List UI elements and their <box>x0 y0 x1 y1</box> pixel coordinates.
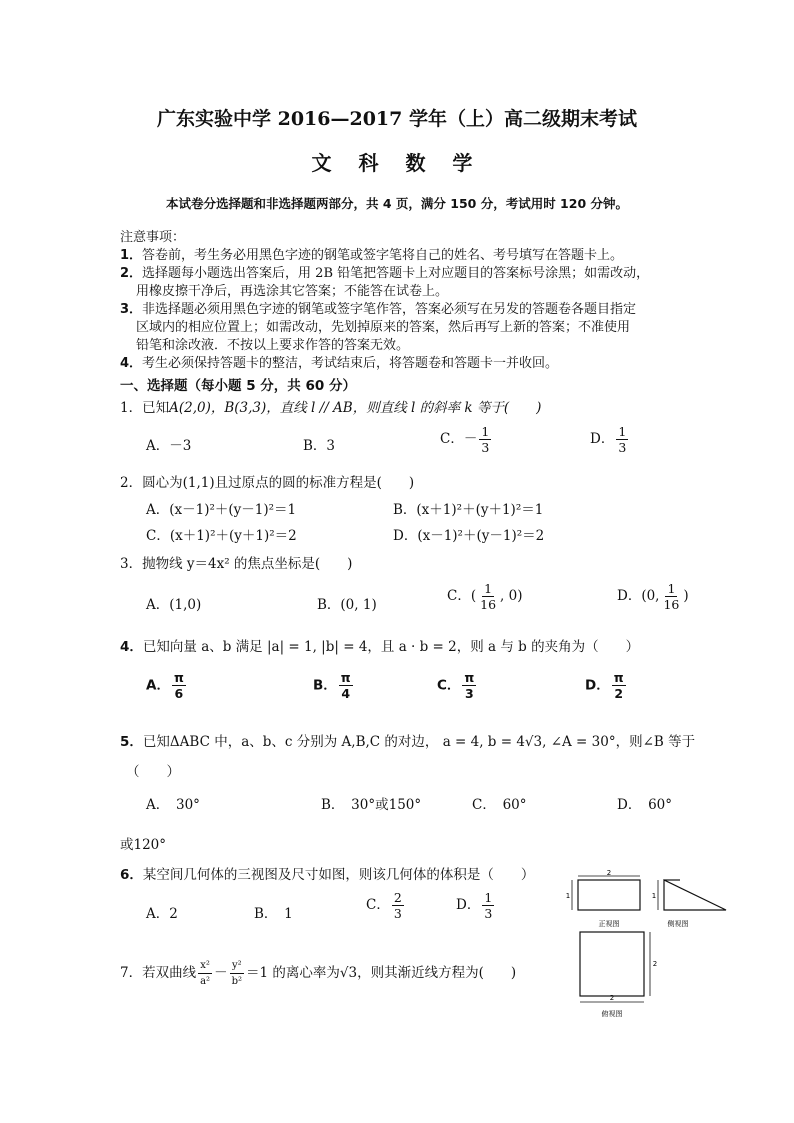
front-height-dim: 1 <box>565 892 571 900</box>
q2-option-b: B．(x＋1)²＋(y＋1)²＝1 <box>393 502 544 518</box>
question-5-paren: （ ） <box>126 764 180 780</box>
q3-option-a: A．(1,0) <box>146 597 202 613</box>
note-item-line: 区域内的相应位置上；如需改动，先划掉原来的答案，然后再写上新的答案；不准使用 <box>136 320 631 335</box>
note-item: 1．答卷前，考生务必用黑色字迹的钢笔或签字笔将自己的姓名、考号填写在答题卡上。 <box>120 248 624 263</box>
q2-option-a: A．(x－1)²＋(y－1)²＝1 <box>146 502 297 518</box>
question-5: 5．已知ΔABC 中，a、b、c 分别为 A,B,C 的对边， a = 4, b = 4√3, ∠A = 30°，则∠B 等于 <box>120 734 696 750</box>
q5-option-a: A． 30° <box>146 797 200 813</box>
three-view-figure <box>560 868 740 1028</box>
front-width-dim: 2 <box>606 869 612 877</box>
q6-option-c: C． $\frac{2}{3}$ <box>366 890 402 921</box>
q2-option-d: D．(x－1)²＋(y－1)²＝2 <box>393 528 545 544</box>
note-item-line: 铅笔和涂改液．不按以上要求作答的答案无效。 <box>136 338 410 353</box>
page-subtitle: 文 科 数 学 <box>311 151 483 175</box>
top-width-dim: 2 <box>609 994 615 1002</box>
q5-option-b: B． 30°或150° <box>321 797 422 813</box>
note-item: 3．非选择题必须用黑色字迹的钢笔或签字笔作答，答案必须写在另发的答题卷各题目指定 <box>120 302 637 317</box>
q4-option-c: C． $\frac{\pi}{3}$ <box>437 670 475 701</box>
q6-option-b: B． 1 <box>254 906 293 922</box>
note-item-line: 用橡皮擦干净后，再选涂其它答案；不能答在试卷上。 <box>136 284 449 299</box>
top-view-square <box>580 932 644 996</box>
front-view-rect <box>578 880 640 910</box>
question-1: 1．已知A(2,0)，B(3,3)，直线 l // AB，则直线 l 的斜率 k 等于( ) <box>120 400 542 416</box>
side-view-label: 侧视图 <box>667 920 689 928</box>
question-2: 2．圆心为(1,1)且过原点的圆的标准方程是( ) <box>120 475 415 491</box>
section-title: 一、选择题（每小题 5 分，共 60 分） <box>120 378 356 394</box>
exam-intro: 本试卷分选择题和非选择题两部分，共 4 页，满分 150 分，考试用时 120 分钟。 <box>166 196 628 211</box>
question-7: 7．若双曲线 $\frac{\text{x²}}{\text{a²}}$ － $\frac{\text{y²}}{\text{b²}}$ ＝1 的离心率为√3，则其渐近线方程为( ) <box>120 960 517 987</box>
q2-option-c: C．(x＋1)²＋(y＋1)²＝2 <box>146 528 297 544</box>
q1-option-a: A．－3 <box>146 438 192 454</box>
q3-option-c: C．( $\frac{1}{16}$ , 0) <box>447 581 523 612</box>
note-item: 4．考生必须保持答题卡的整洁，考试结束后，将答题卷和答题卡一并收回。 <box>120 356 559 371</box>
question-3: 3．抛物线 y＝4x² 的焦点坐标是( ) <box>120 556 353 572</box>
q1-option-c: C．－ $\frac{1}{3}$ <box>440 424 490 455</box>
q4-option-d: D． $\frac{\pi}{2}$ <box>585 670 624 701</box>
q4-option-b: B． $\frac{\pi}{4}$ <box>313 670 351 701</box>
q3-option-b: B．(0, 1) <box>317 597 377 613</box>
q5-option-d-continuation: 或120° <box>120 837 167 853</box>
top-view-label: 俯视图 <box>601 1010 623 1018</box>
side-view <box>652 880 726 928</box>
q6-option-d: D． $\frac{1}{3}$ <box>456 890 493 921</box>
side-height-dim: 1 <box>651 892 657 900</box>
q1-option-b: B．3 <box>303 438 336 454</box>
q4-option-a: A． $\frac{\pi}{6}$ <box>146 670 184 701</box>
question-6: 6．某空间几何体的三视图及尺寸如图，则该几何体的体积是（ ） <box>120 867 535 883</box>
question-4: 4．已知向量 a、b 满足 |a| = 1, |b| = 4，且 a · b = 2，则 a 与 b 的夹角为（ ） <box>120 639 640 655</box>
front-view-label: 正视图 <box>598 920 620 928</box>
top-view <box>580 932 657 1018</box>
q5-option-c: C． 60° <box>472 797 527 813</box>
front-view <box>566 869 640 928</box>
notes-block <box>120 229 649 373</box>
q5-option-d: D． 60° <box>617 797 673 813</box>
note-item: 2．选择题每小题选出答案后，用 2B 铅笔把答题卡上对应题目的答案标号涂黑；如需改动， <box>120 266 650 281</box>
notes-heading: 注意事项： <box>120 230 186 245</box>
page-title: 广东实验中学 2016—2017 学年（上）高二级期末考试 <box>157 108 637 130</box>
top-height-dim: 2 <box>652 960 658 968</box>
side-view-triangle <box>664 880 726 910</box>
q1-option-d: D． $\frac{1}{3}$ <box>590 424 627 455</box>
q3-option-d: D．(0, $\frac{1}{16}$ ) <box>617 581 689 612</box>
q6-option-a: A．2 <box>146 906 178 922</box>
